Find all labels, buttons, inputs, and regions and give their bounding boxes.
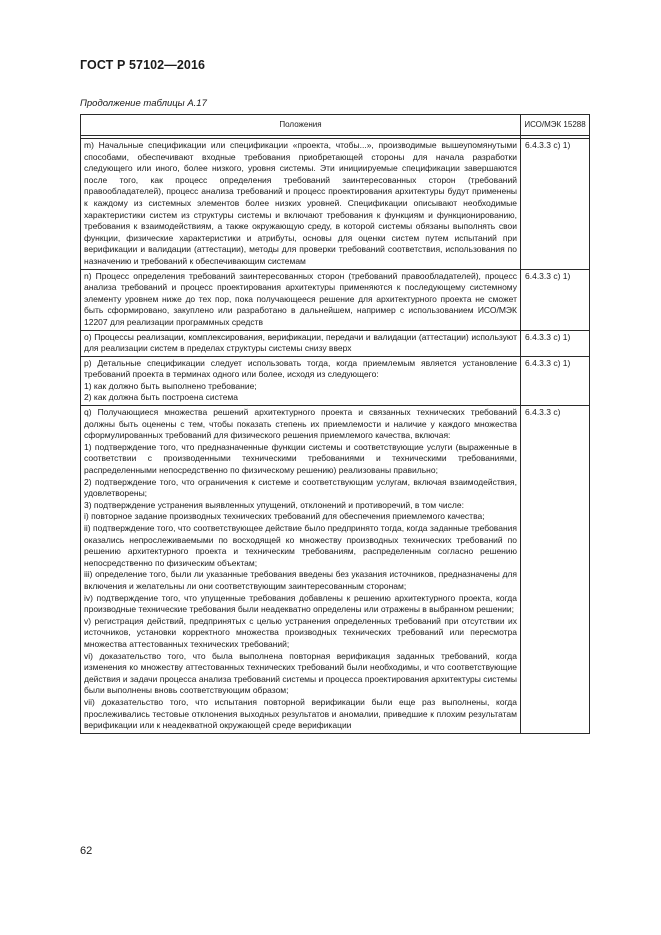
- provision-text: vi) доказательство того, что была выполнена повторная верификация заданных требований, когда изменения ко множеству аттестованных технических требований были необходимы, и что соответствующие действия и задачи процесса анализа требований системы и процесса проектирования архитектуры системы были выполнены вновь соответствующим образом;: [84, 650, 517, 696]
- table-row: [81, 139, 590, 270]
- table-header-row: [81, 115, 590, 136]
- requirements-table: [80, 114, 590, 734]
- provision-cell: [81, 330, 521, 356]
- table-row: [81, 330, 590, 356]
- column-header-iso: ИСО/МЭК 15288: [521, 115, 590, 136]
- provision-text: 3) подтверждение устранения выявленных упущений, отклонений и противоречий, в том числе:: [84, 499, 464, 510]
- table-row: [81, 269, 590, 330]
- provision-text: 2) подтверждение того, что ограничения к системе и соответствующим услугам, включая взаимодействия, удовлетворены;: [84, 476, 517, 499]
- provision-text: p) Детальные спецификации следует использовать тогда, когда приемлемым является установление требований проекта в терминах одного или более, исходя из следующего:: [84, 357, 517, 380]
- iso-ref-cell: 6.4.3.3 c) 1): [521, 330, 590, 356]
- document-header: ГОСТ Р 57102—2016: [80, 58, 206, 72]
- provision-cell: [81, 269, 521, 330]
- page-number: 62: [80, 845, 93, 857]
- provision-text: 1) как должно быть выполнено требование;: [84, 380, 257, 391]
- iso-ref-cell: 6.4.3.3 c) 1): [521, 356, 590, 405]
- provision-text: ii) подтверждение того, что соответствующее действие было предпринято тогда, когда заданные требования оказались непрослеживаемыми по восходящей ко множеству производных технических требований по решению архитектурного проекта и техническим требованиям, распределенным согласно решению непосредственно по физическим объектам;: [84, 523, 517, 568]
- provision-text: iii) определение того, были ли указанные требования введены без указания источников, предназначены для включения и желательны ли они соответствующим заинтересованным сторонам;: [84, 569, 517, 591]
- provision-text: v) регистрация действий, предпринятых с целью устранения определенных требований при отсутствии их источников, установки корректного множества производных технических требований или пересмотра множества аттестованных технических требований;: [84, 615, 517, 649]
- iso-ref-cell: 6.4.3.3 c): [521, 406, 590, 734]
- table-row: [81, 406, 590, 734]
- provision-text: q) Получающиеся множества решений архитектурного проекта и связанных технических требований должны быть оценены с тем, чтобы показать степень их приемлемости и наличие у каждого множества сформулированных требований для физического решения приемлемого качества, включая:: [84, 407, 517, 441]
- provision-text: 2) как должна быть построена система: [84, 392, 239, 403]
- provision-cell: [81, 139, 521, 270]
- iso-ref-cell: 6.4.3.3 c) 1): [521, 269, 590, 330]
- column-header-provisions: Положения: [81, 115, 521, 136]
- provision-text: iv) подтверждение того, что упущенные требования добавлены к решению архитектурного проекта, когда производные технические требования были неадекватно определены или отражены в выбранном решении;: [84, 592, 517, 615]
- table-row: [81, 356, 590, 405]
- provision-text: vii) доказательство того, что испытания повторной верификации были еще раз выполнены, когда прослеживались тестовые отклонения выходных результатов и аномалии, приведшие к плохим результатам верификации или к неадекватной окружающей среде верификации: [84, 696, 517, 731]
- provision-text: n) Процесс определения требований заинтересованных сторон (требований правообладателей), процесс анализа требований и процесс проектирования архитектуры применяются к последующему системному элементу уровнем ниже до тех пор, пока получающееся решение для архитектурного проекта не сможет быть сформировано, закуплено или разработано в дальнейшем, например с использованием ИСО/МЭК 12207 для реализации программных средств: [84, 270, 517, 327]
- provision-text: m) Начальные спецификации или спецификации «проекта, чтобы...», производимые вышеупомянутыми способами, обеспечивают входные требования приобретающей стороны для начала разработки следующего или иного, более низкого, уровня системы. Эти инициируемые спецификации завершаются после того, как процесс определения требований заинтересованных сторон (требований правообладателей), процесс анализа требований и процесс проектирования архитектуры будут применены к каждому из системных элементов более низких уровней. Спецификации описывают необходимые характеристики систем из структуры системы и включают требования к функциям и функционированию, требования к взаимодействиям, а также окружающую среду, в которой системы обязаны выполнять свои функции, физические характеристики и атрибуты, основы для оценки систем путем испытаний при верификации и валидации (аттестации), методы для проверки требований соответствия, использования по назначению и требований к обеспечивающим системам: [84, 140, 517, 266]
- table-caption: Продолжение таблицы А.17: [80, 98, 207, 109]
- provision-cell: [81, 406, 521, 734]
- iso-ref-cell: 6.4.3.3 c) 1): [521, 139, 590, 270]
- provision-cell: [81, 356, 521, 405]
- provision-text: i) повторное задание производных технических требований для обеспечения приемлемого качества;: [84, 511, 485, 522]
- provision-text: 1) подтверждение того, что предназначенные функции системы и соответствующие услуги (выраженные в соответствии с производенными техническими требованиями и техническими требованиями, распределенными непосредственно по физическому решению) реализованы правильно;: [84, 441, 517, 476]
- provision-text: o) Процессы реализации, комплексирования, верификации, передачи и валидации (аттестации) используют для реализации систем в пределах структуры системы снизу вверх: [84, 331, 517, 354]
